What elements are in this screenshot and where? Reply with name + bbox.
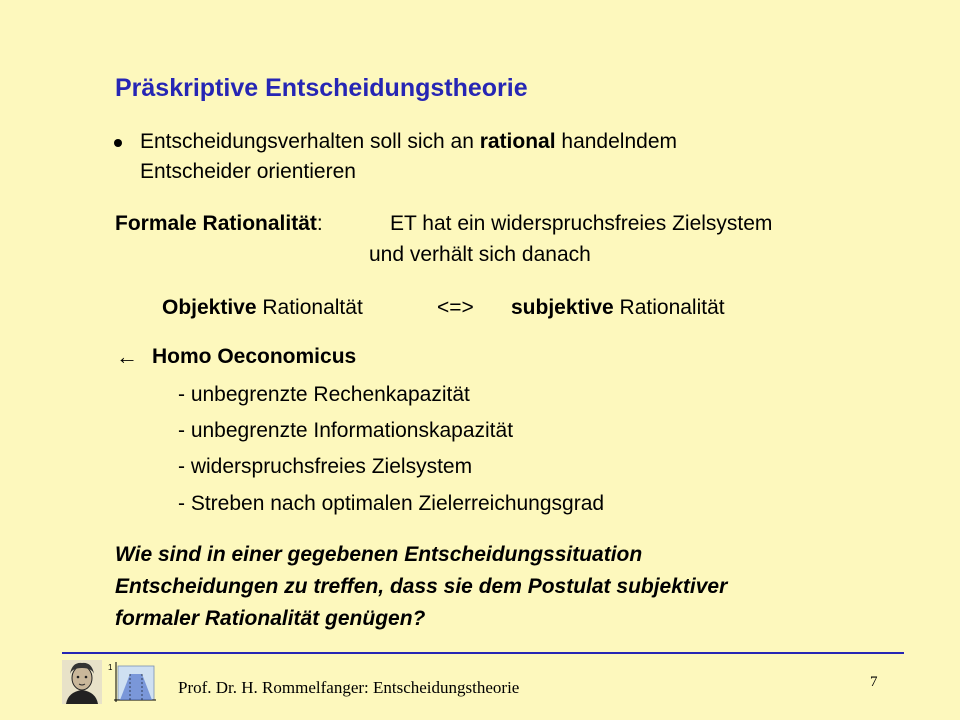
- formal-text-1: ET hat ein widerspruchsfreies Zielsystem: [390, 212, 773, 235]
- footer-text: Prof. Dr. H. Rommelfanger: Entscheidungstheorie: [178, 678, 520, 697]
- subjective-bold: subjektive: [511, 296, 614, 319]
- bullet-dot-icon: [114, 139, 122, 147]
- portrait-icon: [62, 660, 102, 704]
- subjective-rest: Rationalität: [613, 296, 725, 319]
- question-line-2: Entscheidungen zu treffen, dass sie dem Postulat subjektiver: [115, 575, 728, 598]
- bullet-text-part2: handelndem: [555, 130, 677, 153]
- formal-colon: :: [316, 212, 323, 235]
- subjective-rationality: [511, 294, 725, 322]
- slide-title: Präskriptive Entscheidungstheorie: [115, 74, 528, 102]
- bullet-line-1: [140, 128, 677, 156]
- objective-rest: Rationaltät: [256, 296, 363, 319]
- homo-item-3: - widerspruchsfreies Zielsystem: [178, 455, 473, 478]
- formal-label: Formale Rationalität: [115, 212, 317, 235]
- left-arrow-icon: ←: [116, 344, 138, 369]
- objective-bold: Objektive: [162, 296, 257, 319]
- homo-item-1: - unbegrenzte Rechenkapazität: [178, 383, 470, 406]
- equivalence-symbol: <=>: [437, 296, 474, 319]
- objective-rationality: [162, 294, 363, 322]
- bullet-text-part1: Entscheidungsverhalten soll sich an: [140, 130, 480, 153]
- formal-line-1: [115, 210, 323, 238]
- bullet-line-2: Entscheider orientieren: [140, 160, 356, 183]
- footer-divider: [62, 652, 904, 654]
- question-line-1: Wie sind in einer gegebenen Entscheidungssituation: [115, 543, 643, 566]
- homo-item-2: - unbegrenzte Informationskapazität: [178, 419, 514, 442]
- chart-logo-icon: [108, 660, 158, 704]
- homo-item-4: - Streben nach optimalen Zielerreichungsgrad: [178, 492, 605, 515]
- homo-title: Homo Oeconomicus: [152, 345, 357, 368]
- question-line-3: formaler Rationalität genügen?: [115, 607, 426, 630]
- page-number: 7: [870, 674, 878, 690]
- formal-text-2: und verhält sich danach: [369, 243, 591, 266]
- bullet-text-bold: rational: [479, 130, 556, 153]
- svg-text:1: 1: [108, 663, 113, 672]
